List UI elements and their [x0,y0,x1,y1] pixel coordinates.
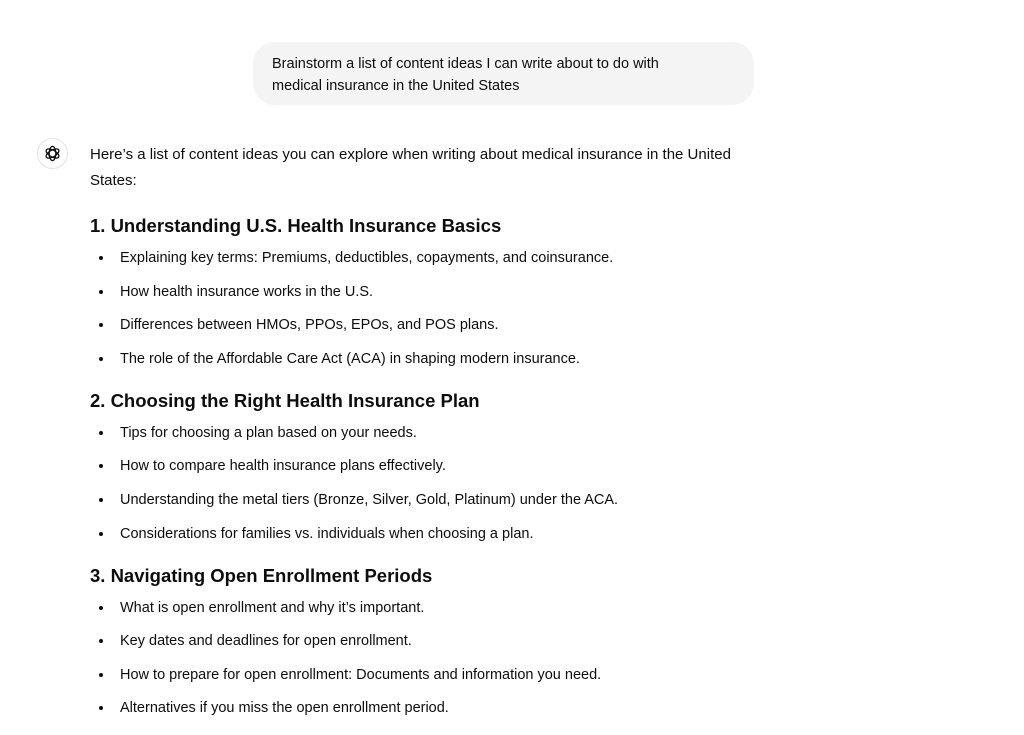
section-title-choosing: 2. Choosing the Right Health Insurance Plan [90,389,480,411]
user-message-line-1: Brainstorm a list of content ideas I can write about to do with [272,56,659,72]
list-item: Tips for choosing a plan based on your needs. [90,422,770,444]
section-list-choosing [90,422,770,545]
list-item: Considerations for families vs. individuals when choosing a plan. [90,523,770,545]
openai-logo-icon [43,144,62,163]
user-message-line-2: medical insurance in the United States [272,78,520,94]
list-item: Alternatives if you miss the open enrollment period. [90,697,770,719]
user-message-bubble [253,42,754,105]
section-title-basics: 1. Understanding U.S. Health Insurance Basics [90,215,502,236]
list-item: How to compare health insurance plans effectively. [90,455,770,477]
assistant-avatar [37,138,68,169]
list-item: How health insurance works in the U.S. [90,281,770,303]
list-item: Explaining key terms: Premiums, deductibles, copayments, and coinsurance. [90,247,770,269]
section-list-enrollment [90,597,770,720]
list-item: Differences between HMOs, PPOs, EPOs, and POS plans. [90,314,770,336]
list-item: What is open enrollment and why it’s important. [90,597,770,619]
section-list-basics [90,247,770,370]
section-title-enrollment: 3. Navigating Open Enrollment Periods [90,564,433,586]
assistant-intro: Here’s a list of content ideas you can explore when writing about medical insurance in the United States: [90,146,731,189]
list-item: Understanding the metal tiers (Bronze, Silver, Gold, Platinum) under the ACA. [90,489,770,511]
list-item: The role of the Affordable Care Act (ACA) in shaping modern insurance. [90,348,770,370]
list-item: How to prepare for open enrollment: Documents and information you need. [90,664,770,686]
list-item: Key dates and deadlines for open enrollment. [90,630,770,652]
assistant-message [90,142,770,731]
